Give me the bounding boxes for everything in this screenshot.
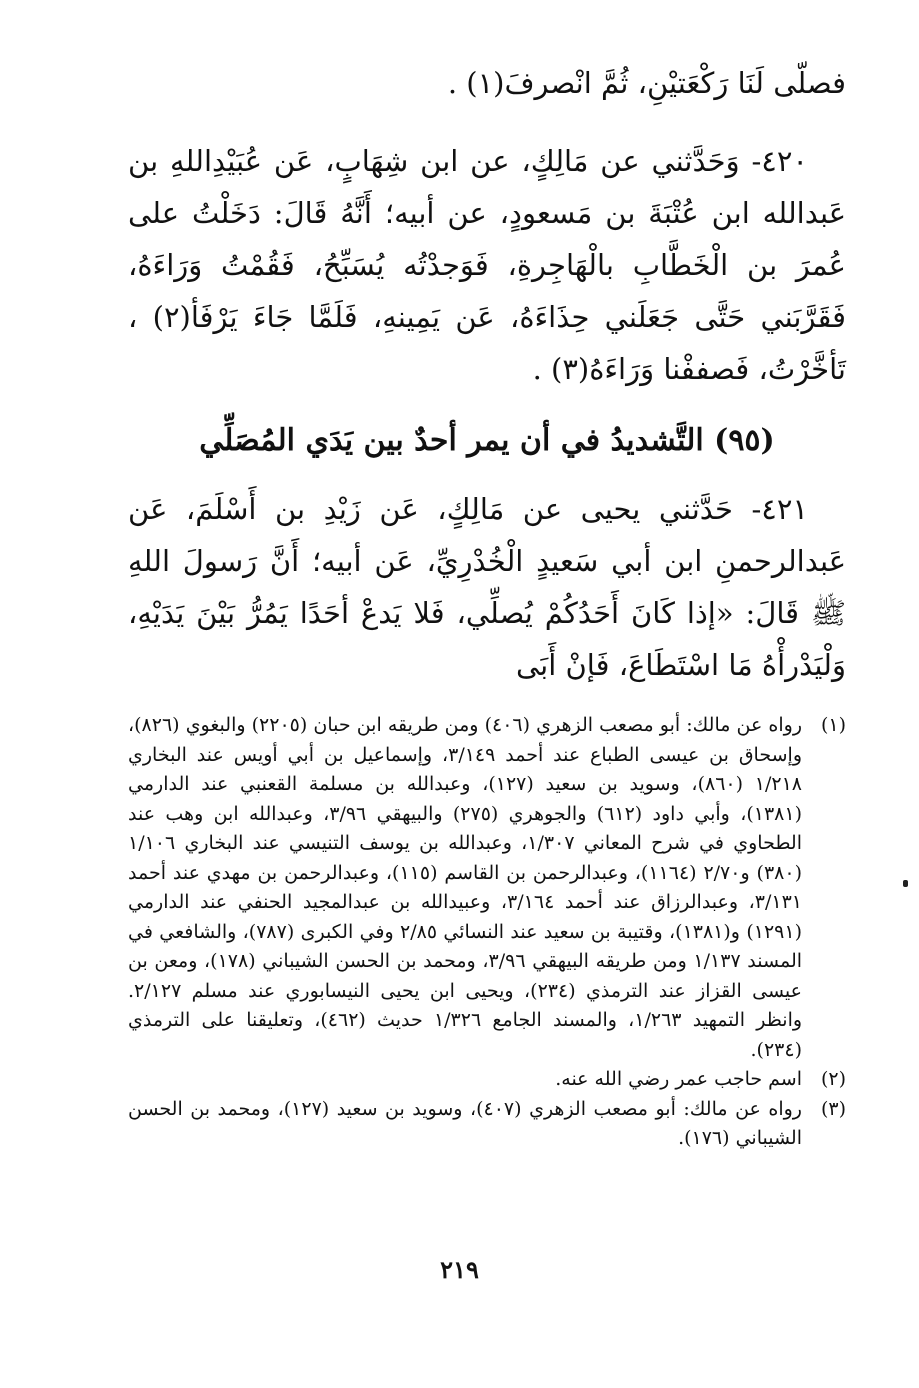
footnote-2	[128, 1065, 846, 1095]
scan-mark	[903, 880, 908, 887]
footnote-1	[128, 711, 846, 1065]
footnote-text: اسم حاجب عمر رضي الله عنه.	[555, 1068, 802, 1090]
footnote-number: (١)	[820, 714, 846, 736]
footnote-text: رواه عن مالك: أبو مصعب الزهري (٤٠٦) ومن طريقه ابن حبان (٢٢٠٥) والبغوي (٨٢٦)، وإسحاق بن عيسى الطباع عند أحمد ٣/١٤٩، وإسماعيل بن أبي أويس عند البخاري ١/٢١٨ (٨٦٠)، وسويد بن سعيد (١٢٧)، وعبدالله بن مسلمة القعنبي عند الدارمي (١٣٨١)، وأبي داود (٦١٢) والجوهري (٢٧٥) والبيهقي ٣/٩٦، وعبدالله ابن وهب عند الطحاوي في شرح المعاني ١/٣٠٧، وعبدالله بن يوسف التنيسي عند البخاري ١/١٠٦ (٣٨٠) و٢/٧٠ (١١٦٤)، وعبدالرحمن بن القاسم (١١٥)، وعبدالرحمن بن مهدي عند أحمد ٣/١٣١، وعبدالرزاق عند أحمد ٣/١٦٤، وعبيدالله بن عبدالمجيد الحنفي عند الدارمي (١٢٩١) و(١٣٨١)، وقتيبة بن سعيد عند النسائي ٢/٨٥ وفي الكبرى (٧٨٧)، والشافعي في المسند ١/١٣٧ ومن طريقه البيهقي ٣/٩٦، ومحمد بن الحسن الشيباني (١٧٨)، ومعن بن عيسى القزاز عند الترمذي (٢٣٤)، ويحيى ابن يحيى النيسابوري عند مسلم ٢/١٢٧. وانظر التمهيد ١/٢٦٣، والمسند الجامع ١/٣٢٦ حديث (٤٦٢)، وتعليقنا على الترمذي (٢٣٤).	[128, 714, 803, 1061]
page-content	[128, 58, 846, 1154]
page-number: ٢١٩	[440, 1255, 479, 1284]
hadith-number: ٤٢٠-	[751, 144, 808, 178]
footnotes	[128, 711, 846, 1154]
footnote-3	[128, 1095, 846, 1154]
footnote-number: (٢)	[820, 1068, 846, 1090]
footnote-number: (٣)	[820, 1097, 846, 1120]
hadith-number: ٤٢١-	[751, 492, 809, 526]
hadith-420	[128, 135, 846, 395]
hadith-text: حَدَّثني يحيى عن مَالِكٍ، عَن زَيْدِ بن أَسْلَمَ، عَن عَبدالرحمنِ ابن أبي سَعيدٍ الْخُدْرِيِّ، عَن أبيه؛ أَنَّ رَسولَ اللهِ ﷺ قَالَ: «إذا كَانَ أَحَدُكُمْ يُصلِّي، فَلا يَدعْ أحَدًا يَمُرُّ بَيْنَ يَدَيْهِ، وَلْيَدْرأْهُ مَا اسْتَطَاعَ، فَإنْ أَبَى	[128, 492, 846, 682]
chapter-title: (٩٥) التَّشديدُ في أن يمر أحدٌ بين يَدَي المُصَلِّي	[199, 423, 775, 458]
hadith-421	[128, 483, 846, 691]
hadith-text: وَحَدَّثني عن مَالِكٍ، عن ابن شِهَابٍ، عَن عُبَيْدِاللهِ بن عَبدالله ابن عُتْبَةَ بن مَسعودٍ، عن أبيه؛ أَنَّهُ قَالَ: دَخَلْتُ على عُمرَ بن الْخَطَّابِ بالْهَاجِرةِ، فَوَجدْتُه يُسَبِّحُ، فَقُمْتُ وَرَاءَهُ، فَقَرَّبَني حَتَّى جَعَلَني حِذَاءَهُ، عَن يَمِينهِ، فَلَمَّا جَاءَ يَرْفَأ(٢) ، تَأخَّرْتُ، فَصففْنا وَرَاءَهُ(٣) .	[128, 144, 846, 386]
footnote-text: رواه عن مالك: أبو مصعب الزهري (٤٠٧)، وسويد بن سعيد (١٢٧)، ومحمد بن الحسن الشيباني (١٧٦).	[128, 1097, 802, 1149]
opening-line: فصلّى لَنَا رَكْعَتيْنِ، ثُمَّ انْصرفَ(١) .	[447, 66, 846, 100]
